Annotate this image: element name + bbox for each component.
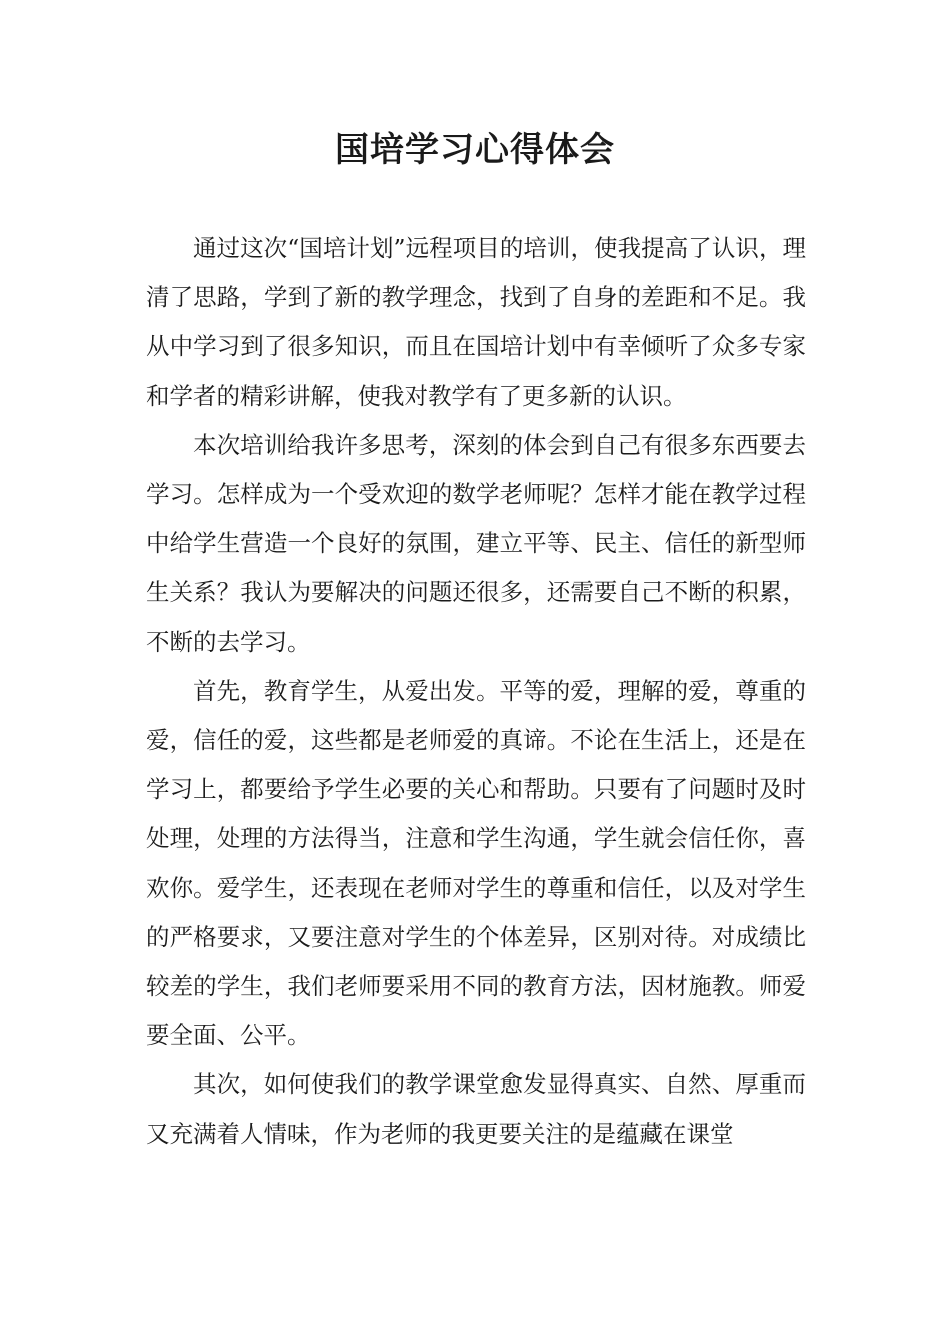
document-body (146, 224, 806, 1159)
paragraph-1: 通过这次“国培计划”远程项目的培训，使我提高了认识，理清了思路，学到了新的教学理念，找到了自身的差距和不足。我从中学习到了很多知识，而且在国培计划中有幸倾听了众多专家和学者的精彩讲解，使我对教学有了更多新的认识。 (146, 234, 806, 410)
paragraph-3: 首先，教育学生，从爱出发。平等的爱，理解的爱，尊重的爱，信任的爱，这些都是老师爱的真谛。不论在生活上，还是在学习上，都要给予学生必要的关心和帮助。只要有了问题时及时处理，处理的方法得当，注意和学生沟通，学生就会信任你，喜欢你。爱学生，还表现在老师对学生的尊重和信任，以及对学生的严格要求，又要注意对学生的个体差异，区别对待。对成绩比较差的学生，我们老师要采用不同的教育方法，因材施教。师爱要全面、公平。 (146, 676, 806, 1050)
paragraph-2: 本次培训给我许多思考，深刻的体会到自己有很多东西要去学习。怎样成为一个受欢迎的数学老师呢？怎样才能在教学过程中给学生营造一个良好的氛围，建立平等、民主、信任的新型师生关系？我认为要解决的问题还很多，还需要自己不断的积累，不断的去学习。 (146, 430, 806, 656)
paragraph-4: 其次，如何使我们的教学课堂愈发显得真实、自然、厚重而又充满着人情味，作为老师的我更要关注的是蕴藏在课堂 (146, 1070, 806, 1148)
document-title: 国培学习心得体会 (335, 130, 615, 170)
